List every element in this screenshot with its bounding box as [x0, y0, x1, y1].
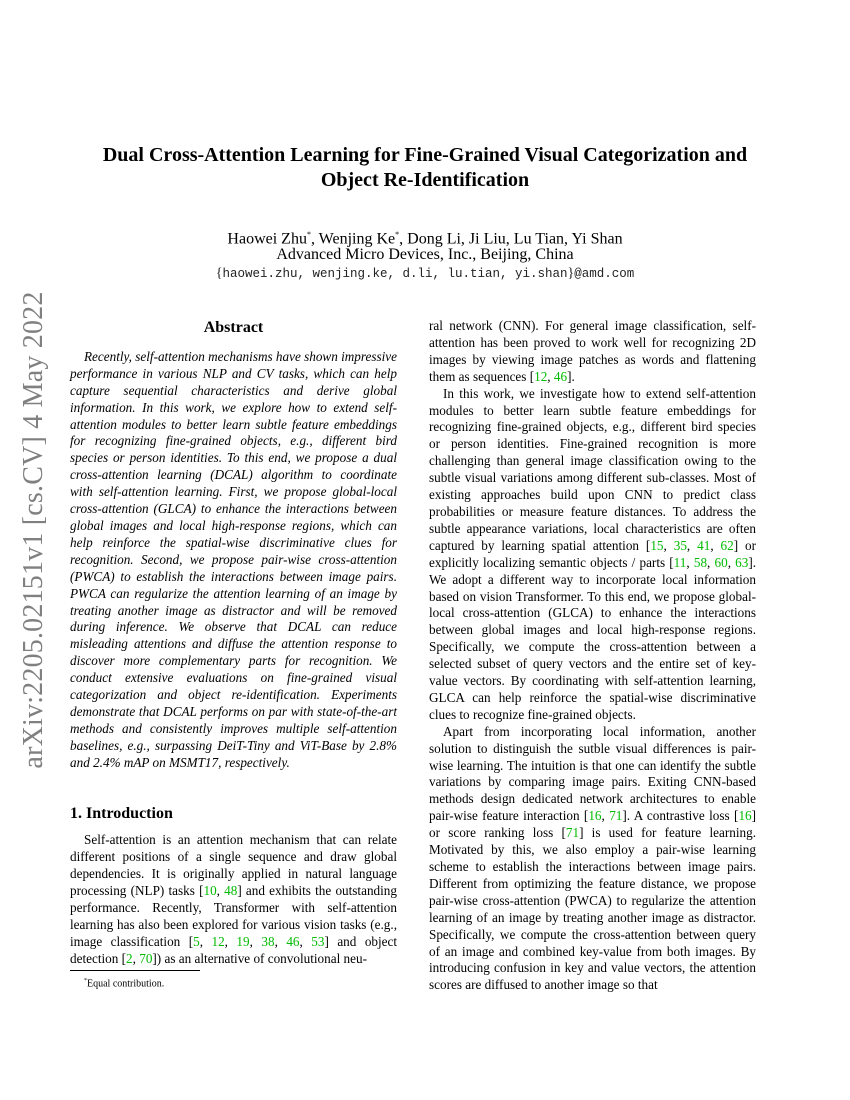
author-emails: [70, 266, 780, 282]
arxiv-sidebar: [14, 290, 54, 770]
intro-paragraph-1: Self-attention is an attention mechanism that can relate different positions of a single sequence and draw global dependencies. It is originally applied in natural language processing (NLP) tasks [10, 48] and exhibits the outstanding performance. Recently, Transformer with self-attention learning has also been explored for various vision tasks (e.g., image classification [5, 12, 19, 38, 46, 53] and object detection [2, 70]) as an alternative of convolutional neu-: [70, 832, 398, 966]
introduction-heading: 1. Introduction: [70, 804, 173, 822]
intro-paragraph-3: Apart from incorporating local information, another solution to distinguish the sutble visual differences is pair-wise learning. The intuition is that one can identify the subtle variations by comparing image pairs. Exiting CNN-based methods design dedicated network architectures to enable pair-wise feature interaction [16, 71]. A contrastive loss [16] or score ranking loss [71] is used for feature learning. Motivated by this, we also employ a pair-wise learning scheme to establish the interactions between image pairs. Different from optimizing the feature distance, we propose pair-wise cross-attention (PWCA) to regularize the attention learning of an image by treating another image as distractor. Specifically, we compute the cross-attention between query of an image and combined key-value from both images. By introducing confusion in key and value vectors, the attention scores are diffused to another image so that: [429, 723, 757, 993]
arxiv-identifier: arXiv:2205.02151v1 [cs.CV] 4 May 2022: [18, 291, 49, 769]
citation-link[interactable]: 11: [673, 554, 687, 570]
abstract-heading: Abstract: [203, 319, 264, 336]
citation-link[interactable]: 16: [738, 808, 752, 824]
title-line-2: Object Re-Identification: [320, 169, 530, 191]
right-column: [429, 318, 756, 994]
email-names: haowei.zhu, wenjing.ke, d.li, lu.tian, yi.shan: [222, 267, 568, 281]
citation-link[interactable]: 12: [534, 368, 548, 384]
citation-link[interactable]: 62: [720, 537, 734, 553]
abstract-text: Recently, self-attention mechanisms have shown impressive performance in various NLP and CV tasks, which can help capture sequential characteristics and derive global information. In this work, we explore how to extend self-attention modules to better learn subtle feature embeddings for recognizing fine-grained objects, e.g., different bird species or person identities. To this end, we propose a dual cross-attention learning (DCAL) algorithm to coordinate with self-attention learning. First, we propose global-local cross-attention (GLCA) to enhance the interactions between global images and local high-response regions, which can help reinforce the spatial-wise discriminative clues for recognition. Second, we propose pair-wise cross-attention (PWCA) to establish the interactions between image pairs. PWCA can regularize the attention learning of an image by treating another image as distractor and will be removed during inference. We observe that DCAL can reduce misleading attentions and diffuse the attention response to discover more complementary parts for recognition. We conduct extensive evaluations on fine-grained visual categorization and object re-identification. Experiments demonstrate that DCAL performs on par with state-of-the-art methods and consistently improves multiple self-attention baselines, e.g., surpassing DeiT-Tiny and ViT-Base by 2.8% and 2.4% mAP on MSMT17, respectively.: [70, 348, 398, 770]
citation-link[interactable]: 63: [735, 554, 749, 570]
intro-paragraph-1-continued: ral network (CNN). For general image classification, self-attention has been proved to work well for recognizing 2D images by viewing image patches as words and flattening them as sequences [12, 46].: [429, 318, 756, 384]
citation-link[interactable]: 38: [261, 933, 275, 949]
author-list: Haowei Zhu*, Wenjing Ke*, Dong Li, Ji Liu, Lu Tian, Yi Shan: [227, 230, 623, 248]
citation-link[interactable]: 48: [224, 883, 238, 899]
footnote-divider: [70, 970, 200, 971]
citation-link[interactable]: 12: [211, 933, 225, 949]
left-column: [70, 318, 397, 968]
citation-link[interactable]: 70: [139, 950, 153, 966]
citation-link[interactable]: 53: [311, 933, 325, 949]
email-domain: @amd.com: [574, 267, 635, 281]
citation-link[interactable]: 16: [588, 808, 602, 824]
citation-link[interactable]: 15: [650, 537, 664, 553]
other-authors: Dong Li, Ji Liu, Lu Tian, Yi Shan: [407, 230, 623, 248]
citation-link[interactable]: 71: [565, 825, 580, 841]
citation-link[interactable]: 35: [673, 537, 687, 553]
paper-title: [70, 143, 780, 193]
author-2: Wenjing Ke: [318, 230, 396, 248]
citation-link[interactable]: 2: [126, 950, 133, 966]
email-brace-open: {: [215, 266, 223, 281]
citation-link[interactable]: 10: [203, 883, 217, 899]
author-1: Haowei Zhu: [227, 230, 307, 248]
footnote-text: Equal contribution.: [87, 978, 165, 990]
equal-contribution-mark: *: [395, 230, 400, 239]
email-brace-close: }: [567, 266, 575, 281]
footnote: *Equal contribution.: [84, 978, 165, 990]
citation-link[interactable]: 41: [697, 537, 711, 553]
title-line-1: Dual Cross-Attention Learning for Fine-Grained Visual Categorization and: [102, 144, 748, 166]
citation-link[interactable]: 46: [553, 368, 568, 384]
citation-link[interactable]: 5: [193, 933, 200, 949]
citation-link[interactable]: 46: [286, 933, 300, 949]
intro-paragraph-2: In this work, we investigate how to extend self-attention modules to better learn subtle feature embeddings for recognizing fine-grained objects, e.g., different bird species or person identities. Fine-grained recognition is more challenging than general image classification owing to the subtle visual variations among different sub-classes. Most of existing approaches build upon CNN to predict class probabilities or measure feature distances. To address the subtle appearance variations, local characteristics are often captured by learning spatial attention [15, 35, 41, 62] or explicitly localizing semantic objects / parts [11, 58, 60, 63]. We adopt a different way to incorporate local information based on vision Transformer. To this end, we propose global-local cross-attention (GLCA) to enhance the interactions between global images and local high-response regions. Specifically, we compute the cross-attention between a selected subset of query vectors and the entire set of key-value vectors. By coordinating with self-attention learning, GLCA can help reinforce the spatial-wise discriminative clues to recognize fine-grained objects.: [429, 385, 757, 722]
citation-link[interactable]: 58: [693, 554, 708, 570]
citation-link[interactable]: 71: [609, 808, 623, 824]
citation-link[interactable]: 19: [236, 933, 250, 949]
equal-contribution-mark: *: [306, 230, 311, 239]
affiliation: Advanced Micro Devices, Inc., Beijing, China: [276, 246, 574, 263]
citation-link[interactable]: 60: [714, 554, 728, 570]
